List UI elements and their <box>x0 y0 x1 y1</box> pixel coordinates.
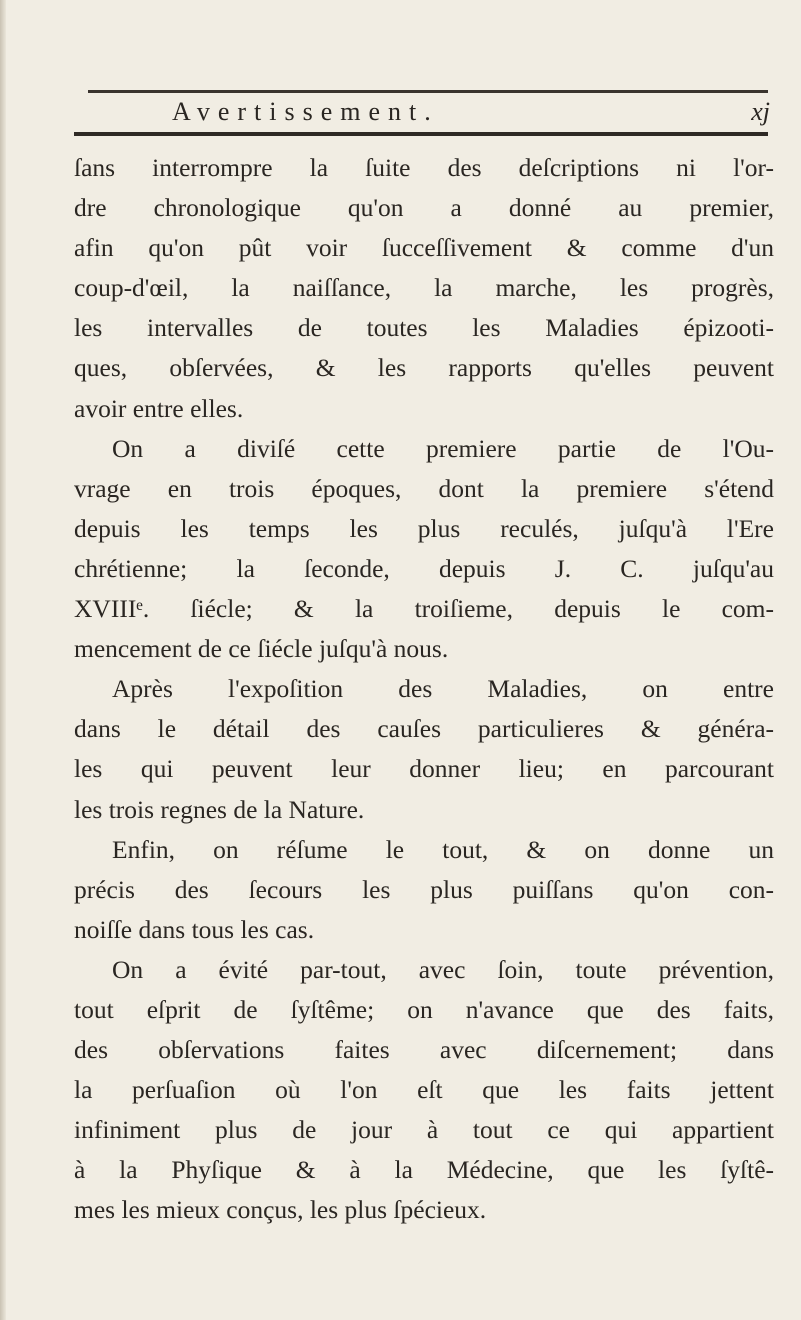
text-line: les intervalles de toutes les Maladies épizooti- <box>74 313 774 343</box>
text-line: mes les mieux conçus, les plus ſpécieux. <box>74 1195 487 1225</box>
body-text <box>74 148 774 1231</box>
text-line: les trois regnes de la Nature. <box>74 794 365 824</box>
text-line: chrétienne; la ſeconde, depuis J. C. juſqu'au <box>74 553 774 583</box>
text-line: ſans interrompre la ſuite des deſcriptions ni l'or- <box>74 153 774 182</box>
text-line: depuis les temps les plus reculés, juſqu'à l'Ere <box>74 513 774 543</box>
text-line: précis des ſecours les plus puiſſans qu'on con- <box>74 874 774 904</box>
text-line: On a évité par-tout, avec ſoin, toute prévention, <box>112 954 774 984</box>
text-line: XVIIIᵉ. ſiécle; & la troiſieme, depuis le com- <box>74 594 774 624</box>
text-line: tout eſprit de ſyſtême; on n'avance que des faits, <box>74 994 774 1024</box>
text-line: coup-d'œil, la naiſſance, la marche, les progrès, <box>74 273 774 303</box>
text-line: noiſſe dans tous les cas. <box>74 914 315 944</box>
running-title: Avertissement. <box>172 97 439 126</box>
page-number: xj <box>751 97 770 126</box>
text-line: vrage en trois époques, dont la premiere s'étend <box>74 473 774 503</box>
text-line: afin qu'on pût voir ſucceſſivement & comme d'un <box>74 233 774 263</box>
text-line: les qui peuvent leur donner lieu; en parcourant <box>74 754 774 784</box>
header-rule-bottom <box>74 132 768 136</box>
text-line: ques, obſervées, & les rapports qu'elles peuvent <box>74 353 774 383</box>
text-line: avoir entre elles. <box>74 393 244 423</box>
text-line: Enfin, on réſume le tout, & on donne un <box>112 834 774 864</box>
text-line: Après l'expoſition des Maladies, on entre <box>112 674 774 704</box>
text-line: dans le détail des cauſes particulieres & généra- <box>74 714 774 744</box>
text-line: mencement de ce ſiécle juſqu'à nous. <box>74 634 449 664</box>
text-line: la perſuaſion où l'on eſt que les faits jettent <box>74 1075 774 1105</box>
text-line: On a diviſé cette premiere partie de l'Ou- <box>112 433 774 463</box>
text-line: infiniment plus de jour à tout ce qui appartient <box>74 1115 774 1145</box>
page-edge <box>0 0 6 1320</box>
text-line: des obſervations faites avec diſcernement; dans <box>74 1035 774 1065</box>
text-line: dre chronologique qu'on a donné au premier, <box>74 193 774 223</box>
text-line: à la Phyſique & à la Médecine, que les ſyſtê- <box>74 1155 774 1185</box>
